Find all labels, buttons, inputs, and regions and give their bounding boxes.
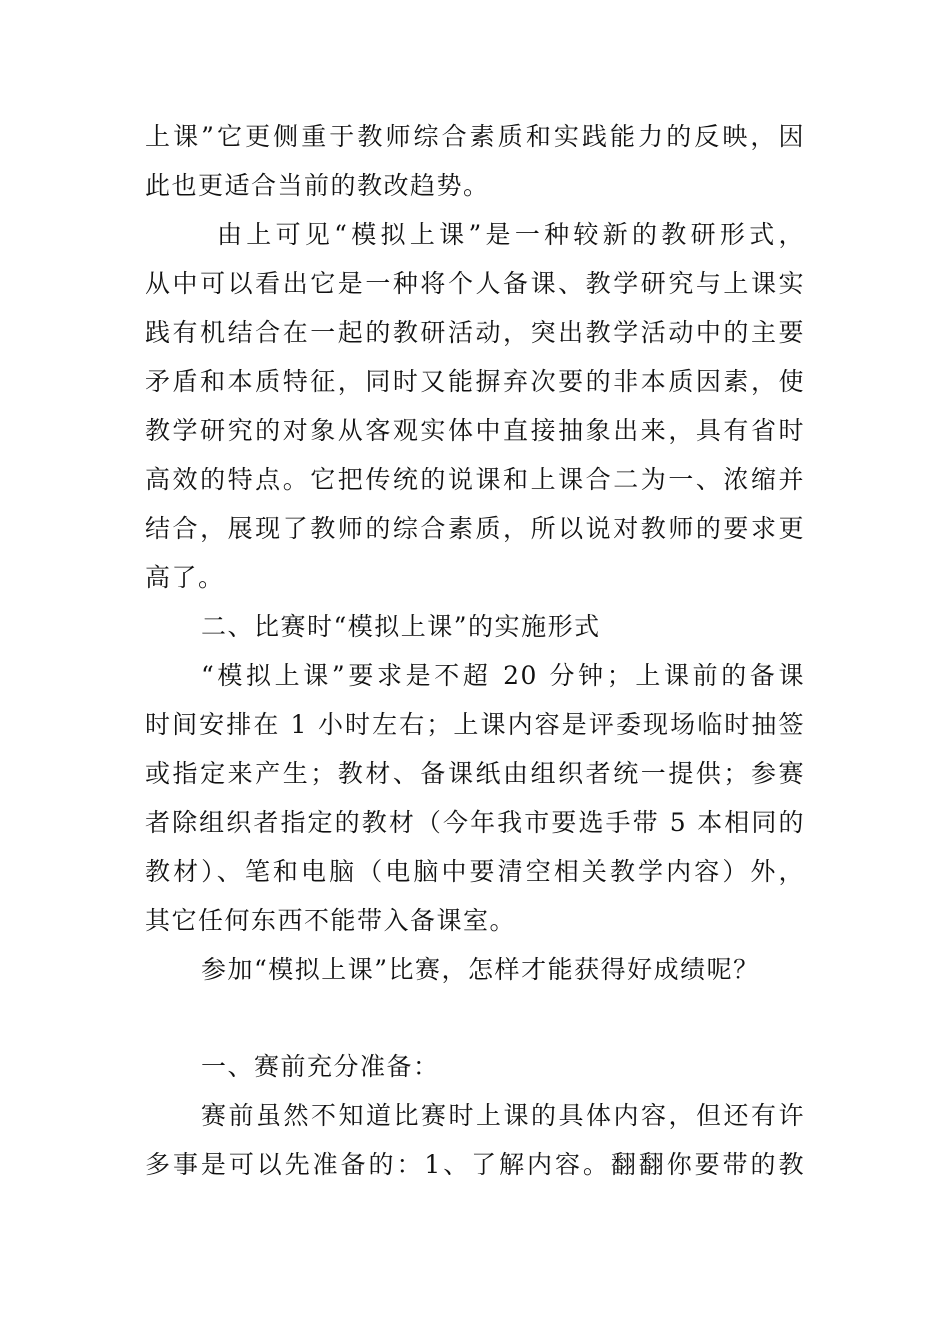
text-line: 教学研究的对象从客观实体中直接抽象出来，具有省时	[145, 416, 805, 445]
text-line: 践有机结合在一起的教研活动，突出教学活动中的主要	[145, 318, 805, 347]
text-line: 其它任何东西不能带入备课室。	[145, 906, 517, 935]
text-line: 教材）、笔和电脑（电脑中要清空相关教学内容）外，	[145, 857, 805, 886]
paragraph-2	[145, 210, 805, 602]
heading-line: 一、赛前充分准备：	[201, 1052, 440, 1081]
paragraph-5	[145, 945, 805, 994]
text-line: 高效的特点。它把传统的说课和上课合二为一、浓缩并	[145, 465, 805, 494]
text-line: 时间安排在 1 小时左右；上课内容是评委现场临时抽签	[145, 710, 805, 739]
text-line: 上课”它更侧重于教师综合素质和实践能力的反映，因	[145, 122, 805, 151]
blank-line	[145, 994, 805, 1042]
text-line: “模拟上课”要求是不超 20 分钟；上课前的备课	[201, 661, 805, 690]
text-line: 由上可见“模拟上课”是一种较新的教研形式，	[217, 220, 805, 249]
paragraph-7	[145, 1091, 805, 1189]
section-heading-1	[145, 1042, 805, 1091]
heading-line: 二、比赛时“模拟上课”的实施形式	[201, 612, 601, 641]
text-line: 高了。	[145, 563, 225, 592]
text-line: 参加“模拟上课”比赛，怎样才能获得好成绩呢？	[201, 955, 760, 984]
text-line: 结合，展现了教师的综合素质，所以说对教师的要求更	[145, 514, 805, 543]
section-heading-2	[145, 602, 805, 651]
paragraph-1	[145, 112, 805, 210]
text-line: 从中可以看出它是一种将个人备课、教学研究与上课实	[145, 269, 805, 298]
text-line: 者除组织者指定的教材（今年我市要选手带 5 本相同的	[145, 808, 805, 837]
text-line: 或指定来产生；教材、备课纸由组织者统一提供；参赛	[145, 759, 805, 788]
text-line: 此也更适合当前的教改趋势。	[145, 171, 490, 200]
text-line: 矛盾和本质特征，同时又能摒弃次要的非本质因素，使	[145, 367, 805, 396]
text-line: 多事是可以先准备的：1、了解内容。翻翻你要带的教	[145, 1150, 805, 1179]
document-body	[145, 112, 805, 1189]
paragraph-4	[145, 651, 805, 945]
text-line: 赛前虽然不知道比赛时上课的具体内容，但还有许	[201, 1101, 805, 1130]
